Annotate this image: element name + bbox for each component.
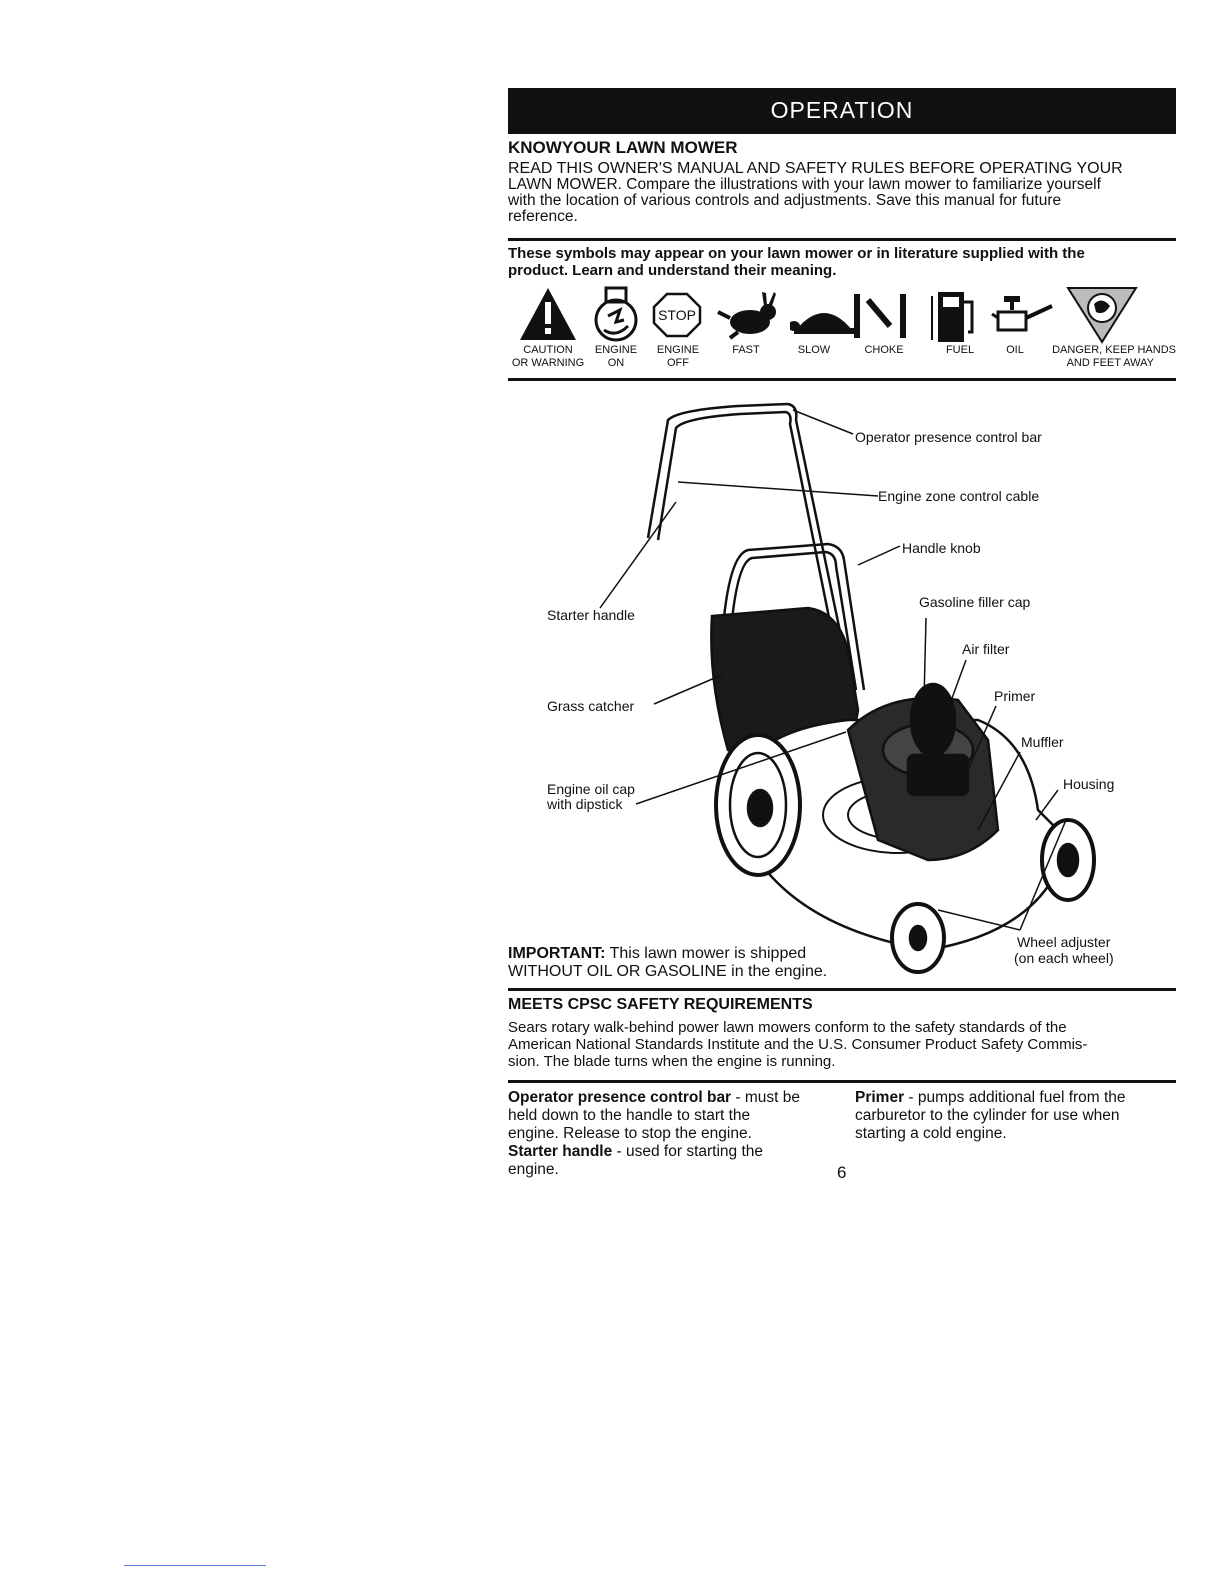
symbol-label-line: ON: [607, 357, 625, 369]
description-text: engine. Release to stop the engine.: [508, 1125, 752, 1142]
caution-warning-icon: [518, 286, 578, 342]
cpsc-line: American National Standards Institute and the U.S. Consumer Product Safety Commis-: [508, 1036, 1088, 1053]
description-text: starting a cold engine.: [855, 1125, 1007, 1142]
symbols-intro-line: These symbols may appear on your lawn mower or in literature supplied with the: [508, 245, 1085, 262]
symbol-label: FUEL: [945, 344, 975, 356]
symbol-label: [510, 344, 586, 370]
term-primer: Primer: [855, 1089, 905, 1106]
symbol-label: [652, 344, 704, 370]
stop-text: STOP: [658, 307, 696, 323]
symbol-label-line: OR WARNING: [511, 357, 585, 369]
divider: [508, 1080, 1176, 1083]
callout-wheel-adjuster: [1014, 934, 1114, 966]
cpsc-line: Sears rotary walk-behind power lawn mowers conform to the safety standards of the: [508, 1019, 1067, 1036]
description-text: engine.: [508, 1161, 559, 1178]
description-right: [855, 1089, 1126, 1143]
symbol-label-line: OFF: [667, 357, 689, 369]
important-text: WITHOUT OIL OR GASOLINE in the engine.: [508, 963, 828, 980]
page-number: 6: [837, 1163, 847, 1182]
know-line: reference.: [508, 208, 578, 225]
description-left: [508, 1089, 800, 1179]
callout-air-filter: Air filter: [962, 641, 1010, 657]
symbol-label-line: CAUTION: [523, 344, 573, 356]
callout-starter-handle: Starter handle: [547, 607, 635, 623]
callout-operator-bar: Operator presence control bar: [855, 429, 1042, 445]
divider: [508, 988, 1176, 991]
cpsc-paragraph: [508, 1019, 1087, 1070]
know-line: LAWN MOWER. Compare the illustrations with your lawn mower to familiarize yourself: [508, 176, 1101, 193]
callout-gas-cap: Gasoline filler cap: [919, 594, 1031, 610]
callout-handle-knob: Handle knob: [902, 540, 981, 556]
symbols-intro: [508, 245, 1085, 279]
symbol-label-line: ENGINE: [594, 344, 638, 356]
know-paragraph: [508, 161, 1188, 225]
symbol-label-line: DANGER, KEEP HANDS: [1052, 344, 1176, 356]
keep-hands-away-icon: [1066, 286, 1138, 344]
symbol-label: CHOKE: [864, 344, 904, 356]
important-note: [508, 945, 827, 981]
description-text: - must be: [731, 1089, 801, 1106]
symbol-label-line: ENGINE: [656, 344, 700, 356]
callout-housing: Housing: [1063, 776, 1115, 792]
know-line: with the location of various controls and adjustments. Save this manual for future: [508, 192, 1062, 209]
oil-can-icon: [990, 292, 1060, 338]
callout-muffler: Muffler: [1021, 734, 1064, 750]
symbol-label: OIL: [1006, 344, 1024, 356]
description-text: - pumps additional fuel from the: [904, 1089, 1126, 1106]
symbol-label-line: AND FEET AWAY: [1066, 357, 1154, 369]
symbols-intro-line: product. Learn and understand their meaning.: [508, 262, 837, 279]
symbol-label: FAST: [732, 344, 760, 356]
divider: [508, 238, 1176, 241]
callout-grass-catcher: Grass catcher: [547, 698, 635, 714]
engine-off-stop-icon: [652, 292, 702, 338]
description-text: carburetor to the cylinder for use when: [855, 1107, 1120, 1124]
term-operator-bar: Operator presence control bar: [508, 1089, 732, 1106]
fuel-pump-icon: [928, 288, 980, 344]
callout-primer: Primer: [994, 688, 1036, 704]
callout-oil-cap: [547, 782, 635, 812]
important-label: IMPORTANT:: [508, 945, 606, 962]
callout-engine-cable: Engine zone control cable: [878, 488, 1040, 504]
callout-line: with dipstick: [547, 796, 623, 812]
important-text: This lawn mower is shipped: [605, 945, 807, 962]
know-line: READ THIS OWNER'S MANUAL AND SAFETY RULES BEFORE OPERATING YOUR: [508, 160, 1123, 177]
term-starter-handle: Starter handle: [508, 1143, 613, 1160]
engine-on-icon: [590, 286, 642, 342]
symbol-label: [1036, 344, 1176, 370]
section-banner: [508, 88, 1176, 134]
description-text: held down to the handle to start the: [508, 1107, 751, 1124]
callout-line: Wheel adjuster: [1017, 934, 1111, 950]
choke-icon: [848, 290, 912, 340]
lawn-mower-illustration: [508, 390, 1176, 990]
callout-line: (on each wheel): [1014, 950, 1114, 966]
cpsc-heading: MEETS CPSC SAFETY REQUIREMENTS: [508, 996, 813, 1013]
symbol-label: SLOW: [797, 344, 831, 356]
fast-rabbit-icon: [716, 290, 782, 340]
bottom-line: [124, 1565, 266, 1566]
symbol-label: [590, 344, 642, 370]
know-heading: KNOWYOUR LAWN MOWER: [508, 138, 738, 157]
callout-line: Engine oil cap: [547, 781, 635, 797]
divider: [508, 378, 1176, 381]
cpsc-line: sion. The blade turns when the engine is running.: [508, 1053, 836, 1070]
description-text: - used for starting the: [612, 1143, 764, 1160]
section-title: OPERATION: [770, 97, 914, 123]
